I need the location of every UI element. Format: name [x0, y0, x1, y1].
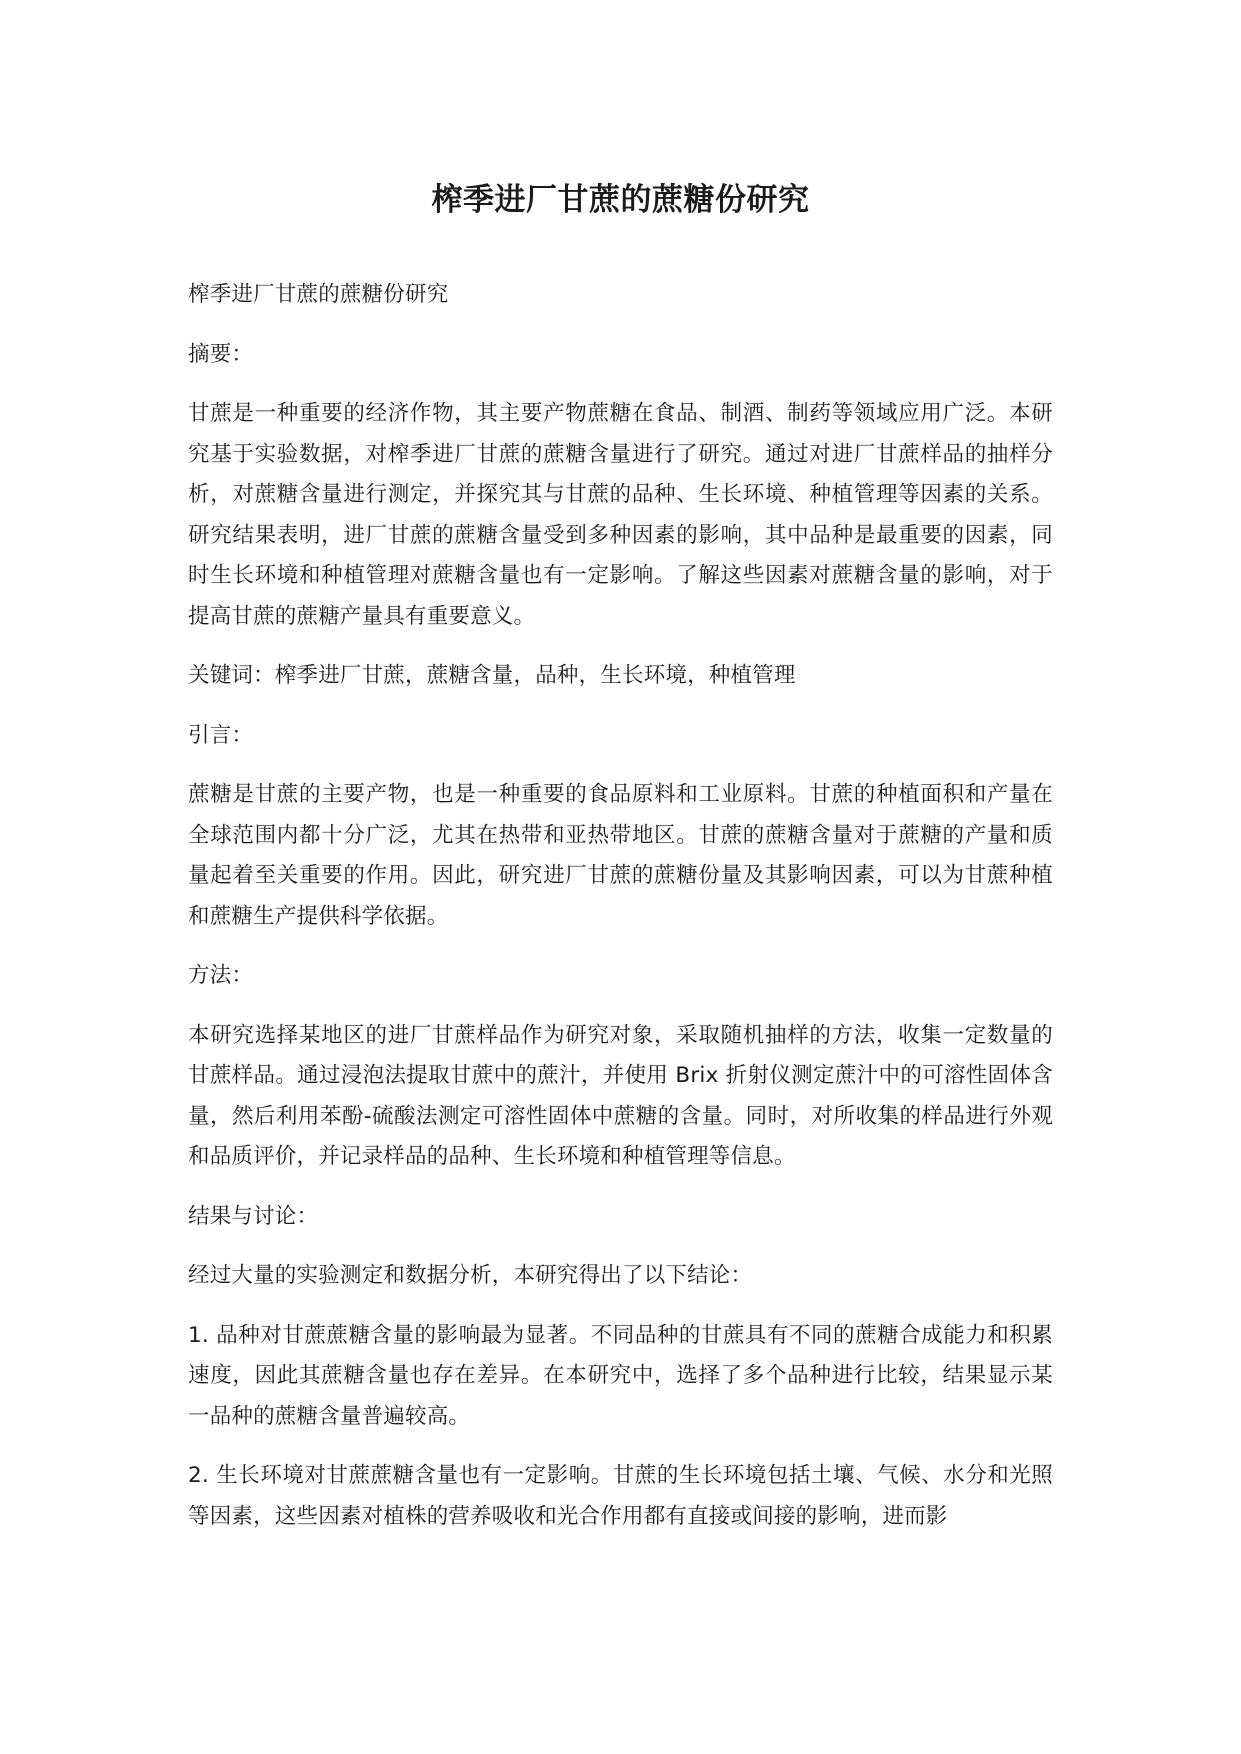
results-intro-paragraph: 经过大量的实验测定和数据分析，本研究得出了以下结论： — [188, 1263, 753, 1288]
method-paragraph: 本研究选择某地区的进厂甘蔗样品作为研究对象，采取随机抽样的方法，收集一定数量的甘蔗样品。通过浸泡法提取甘蔗中的蔗汁，并使用 Brix 折射仪测定蔗汁中的可溶性固体含量，然后利用苯酚-硫酸法测定可溶性固体中蔗糖的含量。同时，对所收集的样品进行外观和品质评价，并记录样品的品种、生长环境和种植管理等信息。 — [188, 1022, 1053, 1169]
results-heading: 结果与讨论： — [188, 1203, 319, 1229]
abstract-paragraph: 甘蔗是一种重要的经济作物，其主要产物蔗糖在食品、制酒、制药等领域应用广泛。本研究基于实验数据，对榨季进厂甘蔗的蔗糖含量进行了研究。通过对进厂甘蔗样品的抽样分析，对蔗糖含量进行测定，并探究其与甘蔗的品种、生长环境、种植管理等因素的关系。研究结果表明，进厂甘蔗的蔗糖含量受到多种因素的影响，其中品种是最重要的因素，同时生长环境和种植管理对蔗糖含量也有一定影响。了解这些因素对蔗糖含量的影响，对于提高甘蔗的蔗糖产量具有重要意义。 — [188, 401, 1053, 629]
result-point-2: 2. 生长环境对甘蔗蔗糖含量也有一定影响。甘蔗的生长环境包括土壤、气候、水分和光照等因素，这些因素对植株的营养吸收和光合作用都有直接或间接的影响，进而影 — [188, 1463, 1053, 1529]
document-title: 榨季进厂甘蔗的蔗糖份研究 — [431, 182, 810, 218]
abstract-heading: 摘要： — [188, 341, 254, 367]
document-subtitle: 榨季进厂甘蔗的蔗糖份研究 — [188, 282, 449, 307]
introduction-paragraph: 蔗糖是甘蔗的主要产物，也是一种重要的食品原料和工业原料。甘蔗的种植面积和产量在全球范围内都十分广泛，尤其在热带和亚热带地区。甘蔗的蔗糖含量对于蔗糖的产量和质量起着至关重要的作用。因此，研究进厂甘蔗的蔗糖份量及其影响因素，可以为甘蔗种植和蔗糖生产提供科学依据。 — [188, 782, 1053, 929]
introduction-heading: 引言： — [188, 722, 254, 748]
method-heading: 方法： — [188, 963, 254, 988]
result-point-1: 1. 品种对甘蔗蔗糖含量的影响最为显著。不同品种的甘蔗具有不同的蔗糖合成能力和积累速度，因此其蔗糖含量也存在差异。在本研究中，选择了多个品种进行比较，结果显示某一品种的蔗糖含量普遍较高。 — [188, 1322, 1053, 1429]
keywords-line: 关键词：榨季进厂甘蔗，蔗糖含量，品种，生长环境，种植管理 — [188, 663, 796, 688]
